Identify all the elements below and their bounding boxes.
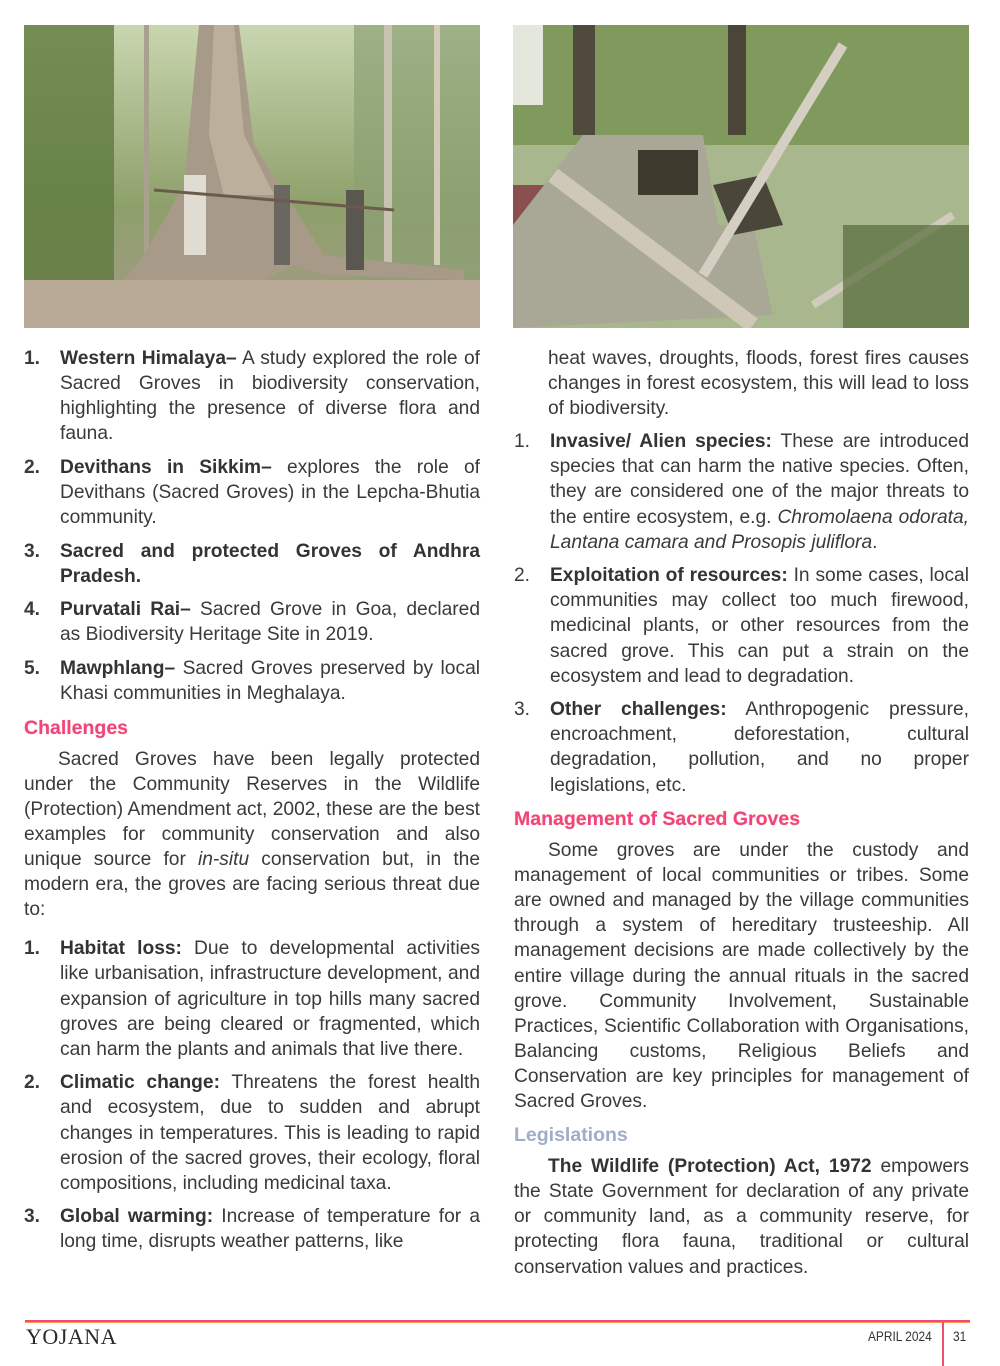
act-name: The Wildlife (Protection) Act, 1972: [548, 1156, 872, 1178]
paragraph-text: empowers the State Government for declaration of any private or community land, as a community reserve, for protecting flora fauna, traditional or cultural conservation values and practices.: [514, 1156, 969, 1278]
list-item: [514, 563, 969, 688]
management-paragraph: Some groves are under the custody and management of local communities or tribes. Some are owned and managed by the village communities through a system of hereditary trusteeship. All management decisions are made collectively by the entire village during the annual rituals in the sacred grove. Community Involvement, Sustainable Practices, Scientific Collaboration with Organisations, Balancing customs, Religious Beliefs and Conservation are key principles for management of Sacred Groves.: [514, 840, 969, 1113]
item-title: Sacred and protected Groves of Andhra Pradesh.: [60, 540, 480, 587]
item-title: Invasive/ Alien species:: [550, 431, 772, 453]
list-item: [24, 1070, 480, 1195]
list-number: 3.: [24, 1206, 41, 1228]
item-text: In some cases, local communities may collect too much firewood, medicinal plants, or other resources from the sacred grove. This can put a strain on the ecosystem and lead to degradation.: [550, 565, 969, 687]
list-item: [24, 455, 480, 530]
item-title: Western Himalaya–: [60, 348, 237, 369]
item-text: A study explored the role of Sacred Groves in biodiversity conservation, highlighting the presence of diverse flora and fauna.: [60, 348, 480, 445]
issue-date: APRIL 2024: [868, 1328, 932, 1344]
photo-giant-tree: [24, 25, 480, 328]
list-number: 3.: [514, 699, 531, 721]
magazine-name: YOJANA: [26, 1324, 117, 1349]
groves-examples-list: [24, 346, 480, 706]
challenges-heading: Challenges: [24, 716, 129, 739]
list-number: 2.: [24, 1072, 41, 1094]
list-number: 2.: [514, 565, 531, 587]
shrine-photo-illustration: [513, 25, 969, 328]
item-text: Due to developmental activities like urbanisation, infrastructure development, and expansion of agriculture in top hills many sacred groves are being cleared or fragmented, which can harm the plants and animals that live there.: [60, 938, 480, 1060]
list-item: [514, 429, 969, 554]
item-title: Devithans in Sikkim–: [60, 456, 272, 478]
item-title: Other challenges:: [550, 699, 727, 721]
list-item: [24, 656, 480, 706]
challenges-paragraph: [24, 747, 480, 923]
item-title: Global warming:: [60, 1206, 214, 1228]
right-column: [514, 346, 969, 1288]
continued-text: heat waves, droughts, floods, forest fires causes changes in forest ecosystem, this will lead to loss of biodiversity.: [548, 348, 969, 420]
list-item: [24, 1204, 480, 1254]
list-item: [24, 539, 480, 589]
list-item: [24, 936, 480, 1061]
threats-list-continued: [514, 429, 969, 797]
species-names: Chromolaena odorata, Lantana camara and Prosopis juliflora: [550, 506, 969, 553]
legislations-heading: Legislations: [514, 1124, 628, 1147]
item-text: Increase of temperature for a long time, disrupts weather patterns, like: [60, 1206, 480, 1253]
photo-grove-shrine: [513, 25, 969, 328]
item-title: Climatic change:: [60, 1072, 220, 1094]
footer-divider: [942, 1322, 944, 1366]
list-item: [24, 346, 480, 446]
item-title: Mawphlang–: [60, 658, 176, 680]
item-tail: .: [872, 531, 878, 553]
threats-list: [24, 936, 480, 1254]
item-text: These are introduced species that can harm the native species. Often, they are considered one of the major threats to the entire ecosystem, e.g.: [550, 431, 970, 528]
item-text: Threatens the forest health and ecosystem, due to sudden and abrupt changes in temperatures. This is leading to rapid erosion of the sacred groves, their ecology, floral compositions, including medicinal taxa.: [60, 1072, 480, 1194]
italic-term: in-situ: [197, 849, 250, 871]
item-text: Anthropogenic pressure, encroachment, deforestation, cultural degradation, pollution, and no proper legislations, etc.: [550, 699, 969, 796]
legislations-paragraph: [514, 1154, 969, 1279]
list-number: 3.: [24, 540, 41, 562]
list-number: 2.: [24, 456, 41, 478]
item-title: Purvatali Rai–: [60, 599, 191, 621]
paragraph-text: Sacred Groves have been legally protected under the Community Reserves in the Wildlife (Protection) Amendment act, 2002, these are the best examples for community conservation and also unique source for: [24, 748, 480, 871]
footer-rule: [25, 1320, 970, 1323]
item-title: Exploitation of resources:: [550, 565, 788, 587]
list-item: [24, 597, 480, 647]
item-text: explores the role of Devithans (Sacred Groves) in the Lepcha-Bhutia community.: [60, 456, 480, 529]
list-number: 4.: [24, 599, 41, 621]
management-heading: Management of Sacred Groves: [514, 808, 801, 831]
page-number: 31: [953, 1328, 967, 1344]
list-item: [514, 697, 969, 797]
list-number: 1.: [24, 348, 41, 369]
list-number: 5.: [24, 658, 41, 680]
item-text: Sacred Grove in Goa, declared as Biodiversity Heritage Site in 2019.: [60, 599, 480, 646]
list-number: 1.: [514, 431, 531, 453]
item-title: Habitat loss:: [60, 938, 182, 960]
left-column: [24, 346, 480, 1263]
item-text: Sacred Groves preserved by local Khasi communities in Meghalaya.: [60, 658, 480, 705]
tree-photo-illustration: [24, 25, 480, 328]
list-number: 1.: [24, 938, 41, 960]
paragraph-text: conservation but, in the modern era, the groves are facing serious threat due to:: [24, 849, 481, 921]
